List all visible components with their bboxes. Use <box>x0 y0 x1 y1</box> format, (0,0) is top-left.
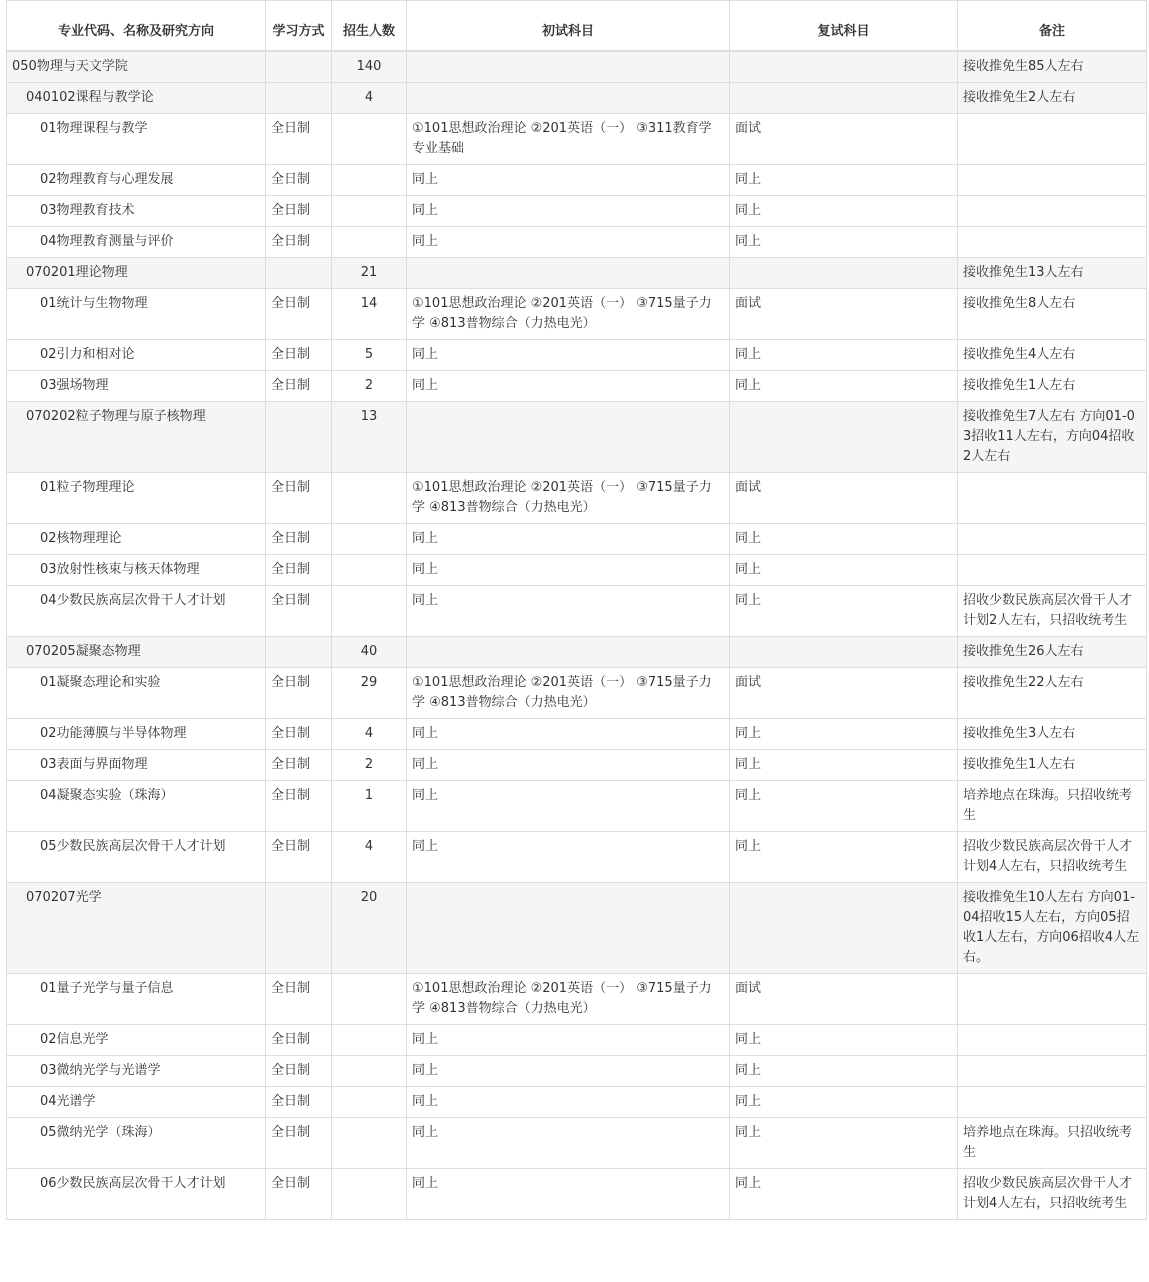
major-cell: 03放射性核束与核天体物理 <box>7 554 266 585</box>
study-mode-cell: 全日制 <box>266 554 332 585</box>
note-cell <box>958 1024 1147 1055</box>
retest-subjects-cell: 同上 <box>730 226 958 257</box>
header-exam-subjects: 初试科目 <box>407 1 730 51</box>
study-mode-cell: 全日制 <box>266 973 332 1024</box>
exam-subjects-cell: 同上 <box>407 780 730 831</box>
quota-cell: 20 <box>332 882 407 973</box>
major-cell: 050物理与天文学院 <box>7 51 266 83</box>
table-row <box>7 82 1147 113</box>
table-row <box>7 51 1147 83</box>
study-mode-cell <box>266 401 332 472</box>
retest-subjects-cell: 同上 <box>730 749 958 780</box>
table-row <box>7 195 1147 226</box>
major-cell: 05微纳光学（珠海） <box>7 1117 266 1168</box>
table-header <box>7 1 1147 51</box>
exam-subjects-cell <box>407 882 730 973</box>
study-mode-cell <box>266 257 332 288</box>
note-cell <box>958 1055 1147 1086</box>
study-mode-cell: 全日制 <box>266 523 332 554</box>
retest-subjects-cell: 面试 <box>730 667 958 718</box>
quota-cell <box>332 1117 407 1168</box>
study-mode-cell: 全日制 <box>266 1117 332 1168</box>
retest-subjects-cell: 同上 <box>730 554 958 585</box>
note-cell <box>958 195 1147 226</box>
note-cell <box>958 472 1147 523</box>
quota-cell: 2 <box>332 370 407 401</box>
exam-subjects-cell: ①101思想政治理论 ②201英语（一） ③715量子力学 ④813普物综合（力热电光） <box>407 973 730 1024</box>
exam-subjects-cell: 同上 <box>407 226 730 257</box>
table-row <box>7 1117 1147 1168</box>
exam-subjects-cell <box>407 636 730 667</box>
exam-subjects-cell: 同上 <box>407 370 730 401</box>
major-cell: 04物理教育测量与评价 <box>7 226 266 257</box>
exam-subjects-cell: 同上 <box>407 195 730 226</box>
table-row <box>7 882 1147 973</box>
exam-subjects-cell: 同上 <box>407 1117 730 1168</box>
note-cell <box>958 523 1147 554</box>
table-row <box>7 339 1147 370</box>
retest-subjects-cell: 同上 <box>730 780 958 831</box>
note-cell: 招收少数民族高层次骨干人才计划2人左右，只招收统考生 <box>958 585 1147 636</box>
study-mode-cell: 全日制 <box>266 113 332 164</box>
retest-subjects-cell: 同上 <box>730 1086 958 1117</box>
exam-subjects-cell: 同上 <box>407 749 730 780</box>
major-cell: 03微纳光学与光谱学 <box>7 1055 266 1086</box>
major-cell: 01粒子物理理论 <box>7 472 266 523</box>
study-mode-cell: 全日制 <box>266 831 332 882</box>
quota-cell <box>332 1086 407 1117</box>
retest-subjects-cell <box>730 401 958 472</box>
note-cell: 接收推免生13人左右 <box>958 257 1147 288</box>
quota-cell: 4 <box>332 718 407 749</box>
quota-cell: 14 <box>332 288 407 339</box>
note-cell: 接收推免生1人左右 <box>958 749 1147 780</box>
note-cell <box>958 226 1147 257</box>
major-cell: 05少数民族高层次骨干人才计划 <box>7 831 266 882</box>
exam-subjects-cell: 同上 <box>407 554 730 585</box>
study-mode-cell: 全日制 <box>266 1055 332 1086</box>
header-major: 专业代码、名称及研究方向 <box>7 1 266 51</box>
retest-subjects-cell: 同上 <box>730 1024 958 1055</box>
study-mode-cell: 全日制 <box>266 339 332 370</box>
retest-subjects-cell: 同上 <box>730 1117 958 1168</box>
quota-cell: 4 <box>332 82 407 113</box>
study-mode-cell: 全日制 <box>266 585 332 636</box>
quota-cell <box>332 585 407 636</box>
quota-cell: 2 <box>332 749 407 780</box>
major-cell: 04少数民族高层次骨干人才计划 <box>7 585 266 636</box>
exam-subjects-cell: 同上 <box>407 1168 730 1219</box>
table-row <box>7 554 1147 585</box>
note-cell: 培养地点在珠海。只招收统考生 <box>958 780 1147 831</box>
study-mode-cell: 全日制 <box>266 370 332 401</box>
quota-cell: 140 <box>332 51 407 83</box>
note-cell: 接收推免生1人左右 <box>958 370 1147 401</box>
quota-cell <box>332 195 407 226</box>
major-cell: 02物理教育与心理发展 <box>7 164 266 195</box>
study-mode-cell: 全日制 <box>266 1086 332 1117</box>
quota-cell: 21 <box>332 257 407 288</box>
retest-subjects-cell: 面试 <box>730 973 958 1024</box>
table-row <box>7 667 1147 718</box>
major-cell: 02功能薄膜与半导体物理 <box>7 718 266 749</box>
study-mode-cell: 全日制 <box>266 780 332 831</box>
exam-subjects-cell <box>407 82 730 113</box>
exam-subjects-cell: ①101思想政治理论 ②201英语（一） ③715量子力学 ④813普物综合（力热电光） <box>407 667 730 718</box>
note-cell <box>958 1086 1147 1117</box>
note-cell: 接收推免生85人左右 <box>958 51 1147 83</box>
table-row <box>7 1086 1147 1117</box>
table-row <box>7 1168 1147 1219</box>
quota-cell <box>332 226 407 257</box>
quota-cell <box>332 113 407 164</box>
exam-subjects-cell <box>407 401 730 472</box>
major-cell: 01物理课程与教学 <box>7 113 266 164</box>
note-cell: 接收推免生2人左右 <box>958 82 1147 113</box>
retest-subjects-cell <box>730 51 958 83</box>
retest-subjects-cell: 面试 <box>730 113 958 164</box>
major-cell: 040102课程与教学论 <box>7 82 266 113</box>
note-cell: 招收少数民族高层次骨干人才计划4人左右，只招收统考生 <box>958 1168 1147 1219</box>
study-mode-cell <box>266 51 332 83</box>
quota-cell <box>332 523 407 554</box>
header-notes: 备注 <box>958 1 1147 51</box>
table-row <box>7 718 1147 749</box>
major-cell: 03物理教育技术 <box>7 195 266 226</box>
major-cell: 01量子光学与量子信息 <box>7 973 266 1024</box>
quota-cell <box>332 554 407 585</box>
quota-cell <box>332 973 407 1024</box>
study-mode-cell: 全日制 <box>266 226 332 257</box>
retest-subjects-cell: 同上 <box>730 585 958 636</box>
note-cell <box>958 554 1147 585</box>
quota-cell: 13 <box>332 401 407 472</box>
retest-subjects-cell <box>730 257 958 288</box>
exam-subjects-cell: 同上 <box>407 164 730 195</box>
note-cell: 接收推免生4人左右 <box>958 339 1147 370</box>
note-cell <box>958 973 1147 1024</box>
table-row <box>7 370 1147 401</box>
table-row <box>7 831 1147 882</box>
major-cell: 04凝聚态实验（珠海） <box>7 780 266 831</box>
table-body <box>7 51 1147 1220</box>
exam-subjects-cell: ①101思想政治理论 ②201英语（一） ③715量子力学 ④813普物综合（力热电光） <box>407 288 730 339</box>
quota-cell: 1 <box>332 780 407 831</box>
header-row <box>7 1 1147 51</box>
retest-subjects-cell: 面试 <box>730 472 958 523</box>
retest-subjects-cell <box>730 82 958 113</box>
exam-subjects-cell <box>407 51 730 83</box>
table-row <box>7 780 1147 831</box>
table-row <box>7 288 1147 339</box>
retest-subjects-cell <box>730 636 958 667</box>
table-row <box>7 257 1147 288</box>
study-mode-cell: 全日制 <box>266 164 332 195</box>
major-cell: 03强场物理 <box>7 370 266 401</box>
retest-subjects-cell: 同上 <box>730 195 958 226</box>
study-mode-cell: 全日制 <box>266 288 332 339</box>
quota-cell <box>332 1055 407 1086</box>
table-row <box>7 636 1147 667</box>
study-mode-cell: 全日制 <box>266 195 332 226</box>
retest-subjects-cell: 同上 <box>730 831 958 882</box>
major-cell: 070201理论物理 <box>7 257 266 288</box>
header-retest-subjects: 复试科目 <box>730 1 958 51</box>
major-cell: 01统计与生物物理 <box>7 288 266 339</box>
major-cell: 03表面与界面物理 <box>7 749 266 780</box>
quota-cell <box>332 1024 407 1055</box>
study-mode-cell: 全日制 <box>266 667 332 718</box>
exam-subjects-cell <box>407 257 730 288</box>
study-mode-cell: 全日制 <box>266 1024 332 1055</box>
study-mode-cell: 全日制 <box>266 749 332 780</box>
table-row <box>7 113 1147 164</box>
quota-cell: 4 <box>332 831 407 882</box>
quota-cell: 29 <box>332 667 407 718</box>
major-cell: 01凝聚态理论和实验 <box>7 667 266 718</box>
exam-subjects-cell: 同上 <box>407 831 730 882</box>
note-cell <box>958 113 1147 164</box>
quota-cell <box>332 164 407 195</box>
major-cell: 070205凝聚态物理 <box>7 636 266 667</box>
study-mode-cell <box>266 882 332 973</box>
table-row <box>7 1055 1147 1086</box>
note-cell: 接收推免生3人左右 <box>958 718 1147 749</box>
table-row <box>7 585 1147 636</box>
exam-subjects-cell: 同上 <box>407 585 730 636</box>
major-cell: 02引力和相对论 <box>7 339 266 370</box>
retest-subjects-cell <box>730 882 958 973</box>
major-cell: 02核物理理论 <box>7 523 266 554</box>
study-mode-cell <box>266 636 332 667</box>
major-cell: 070202粒子物理与原子核物理 <box>7 401 266 472</box>
table-row <box>7 226 1147 257</box>
table-row <box>7 401 1147 472</box>
retest-subjects-cell: 同上 <box>730 718 958 749</box>
header-study-mode: 学习方式 <box>266 1 332 51</box>
retest-subjects-cell: 同上 <box>730 164 958 195</box>
table-row <box>7 523 1147 554</box>
note-cell: 接收推免生7人左右 方向01-03招收11人左右，方向04招收2人左右 <box>958 401 1147 472</box>
note-cell: 招收少数民族高层次骨干人才计划4人左右，只招收统考生 <box>958 831 1147 882</box>
quota-cell: 5 <box>332 339 407 370</box>
exam-subjects-cell: 同上 <box>407 339 730 370</box>
table-row <box>7 472 1147 523</box>
note-cell <box>958 164 1147 195</box>
quota-cell <box>332 1168 407 1219</box>
admissions-table <box>6 0 1147 1220</box>
exam-subjects-cell: 同上 <box>407 1086 730 1117</box>
exam-subjects-cell: ①101思想政治理论 ②201英语（一） ③715量子力学 ④813普物综合（力热电光） <box>407 472 730 523</box>
retest-subjects-cell: 同上 <box>730 339 958 370</box>
retest-subjects-cell: 同上 <box>730 523 958 554</box>
exam-subjects-cell: 同上 <box>407 1055 730 1086</box>
exam-subjects-cell: 同上 <box>407 523 730 554</box>
header-quota: 招生人数 <box>332 1 407 51</box>
note-cell: 接收推免生22人左右 <box>958 667 1147 718</box>
table-row <box>7 749 1147 780</box>
exam-subjects-cell: 同上 <box>407 1024 730 1055</box>
study-mode-cell: 全日制 <box>266 472 332 523</box>
exam-subjects-cell: 同上 <box>407 718 730 749</box>
retest-subjects-cell: 同上 <box>730 1168 958 1219</box>
major-cell: 02信息光学 <box>7 1024 266 1055</box>
major-cell: 04光谱学 <box>7 1086 266 1117</box>
quota-cell: 40 <box>332 636 407 667</box>
quota-cell <box>332 472 407 523</box>
table-row <box>7 973 1147 1024</box>
note-cell: 培养地点在珠海。只招收统考生 <box>958 1117 1147 1168</box>
retest-subjects-cell: 面试 <box>730 288 958 339</box>
study-mode-cell <box>266 82 332 113</box>
note-cell: 接收推免生10人左右 方向01-04招收15人左右，方向05招收1人左右，方向06招收4人左右。 <box>958 882 1147 973</box>
table-row <box>7 164 1147 195</box>
major-cell: 070207光学 <box>7 882 266 973</box>
retest-subjects-cell: 同上 <box>730 1055 958 1086</box>
study-mode-cell: 全日制 <box>266 1168 332 1219</box>
exam-subjects-cell: ①101思想政治理论 ②201英语（一） ③311教育学专业基础 <box>407 113 730 164</box>
study-mode-cell: 全日制 <box>266 718 332 749</box>
table-row <box>7 1024 1147 1055</box>
major-cell: 06少数民族高层次骨干人才计划 <box>7 1168 266 1219</box>
retest-subjects-cell: 同上 <box>730 370 958 401</box>
note-cell: 接收推免生26人左右 <box>958 636 1147 667</box>
note-cell: 接收推免生8人左右 <box>958 288 1147 339</box>
